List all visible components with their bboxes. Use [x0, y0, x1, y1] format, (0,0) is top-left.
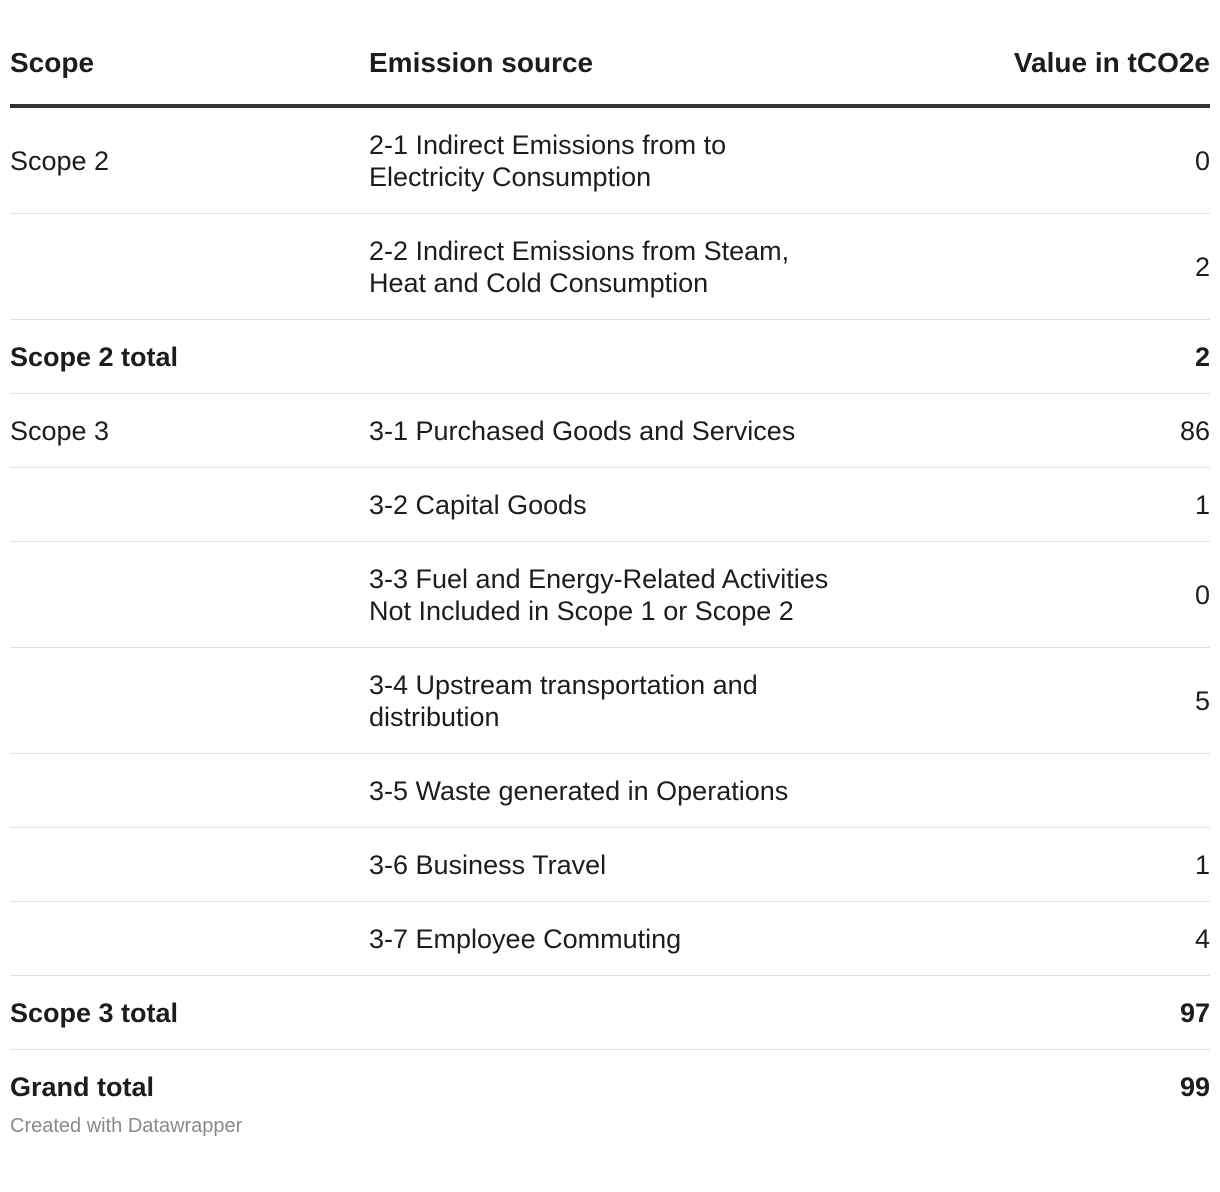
column-header-scope[interactable]: Scope [10, 40, 369, 106]
table-row [10, 902, 1210, 976]
cell-value: 2 [849, 320, 1210, 394]
cell-scope: Grand total [10, 1071, 155, 1102]
cell-value: 4 [849, 902, 1210, 976]
cell-scope [10, 828, 369, 902]
cell-emission-source [369, 1050, 849, 1124]
table-body [10, 106, 1210, 1123]
header-row [10, 40, 1210, 106]
total-row [10, 976, 1210, 1050]
cell-scope: Scope 3 [10, 394, 369, 468]
table-row [10, 106, 1210, 214]
table-row [10, 542, 1210, 648]
cell-emission-source: 3-1 Purchased Goods and Services [369, 394, 849, 468]
cell-emission-source: 3-2 Capital Goods [369, 468, 849, 542]
cell-emission-source: 3-3 Fuel and Energy-Related Activities Not Included in Scope 1 or Scope 2 [369, 542, 849, 648]
cell-emission-source [369, 320, 849, 394]
table-row [10, 754, 1210, 828]
column-header-value[interactable]: Value in tCO2e [849, 40, 1210, 106]
datawrapper-credit: Created with Datawrapper [10, 1115, 243, 1137]
emissions-table [10, 40, 1210, 1123]
cell-scope: Scope 2 total [10, 320, 369, 394]
cell-scope [10, 214, 369, 320]
cell-value [849, 754, 1210, 828]
cell-value: 0 [849, 542, 1210, 648]
cell-emission-source: 3-4 Upstream transportation and distribution [369, 648, 849, 754]
cell-value: 2 [849, 214, 1210, 320]
total-row [10, 320, 1210, 394]
cell-value: 1 [849, 828, 1210, 902]
cell-scope: Scope 2 [10, 106, 369, 214]
column-header-emission-source[interactable]: Emission source [369, 40, 849, 106]
cell-scope [10, 648, 369, 754]
table-row [10, 214, 1210, 320]
cell-scope [10, 468, 369, 542]
cell-value: 86 [849, 394, 1210, 468]
cell-value: 0 [849, 106, 1210, 214]
table-header [10, 40, 1210, 106]
cell-scope [10, 542, 369, 648]
cell-value: 97 [849, 976, 1210, 1050]
cell-emission-source: 3-5 Waste generated in Operations [369, 754, 849, 828]
table-row [10, 468, 1210, 542]
table-container [10, 0, 1210, 1137]
table-row [10, 394, 1210, 468]
table-row [10, 648, 1210, 754]
cell-value: 99 [1179, 1071, 1210, 1102]
cell-value: 1 [849, 468, 1210, 542]
cell-scope [10, 754, 369, 828]
cell-scope: Scope 3 total [10, 976, 369, 1050]
cell-scope [10, 902, 369, 976]
total-row [10, 1050, 1210, 1124]
cell-emission-source: 3-7 Employee Commuting [369, 902, 849, 976]
cell-emission-source [369, 976, 849, 1050]
cell-value: 5 [849, 648, 1210, 754]
cell-emission-source: 2-1 Indirect Emissions from to Electricity Consumption [369, 106, 849, 214]
table-row [10, 828, 1210, 902]
cell-emission-source: 2-2 Indirect Emissions from Steam, Heat and Cold Consumption [369, 214, 849, 320]
cell-emission-source: 3-6 Business Travel [369, 828, 849, 902]
